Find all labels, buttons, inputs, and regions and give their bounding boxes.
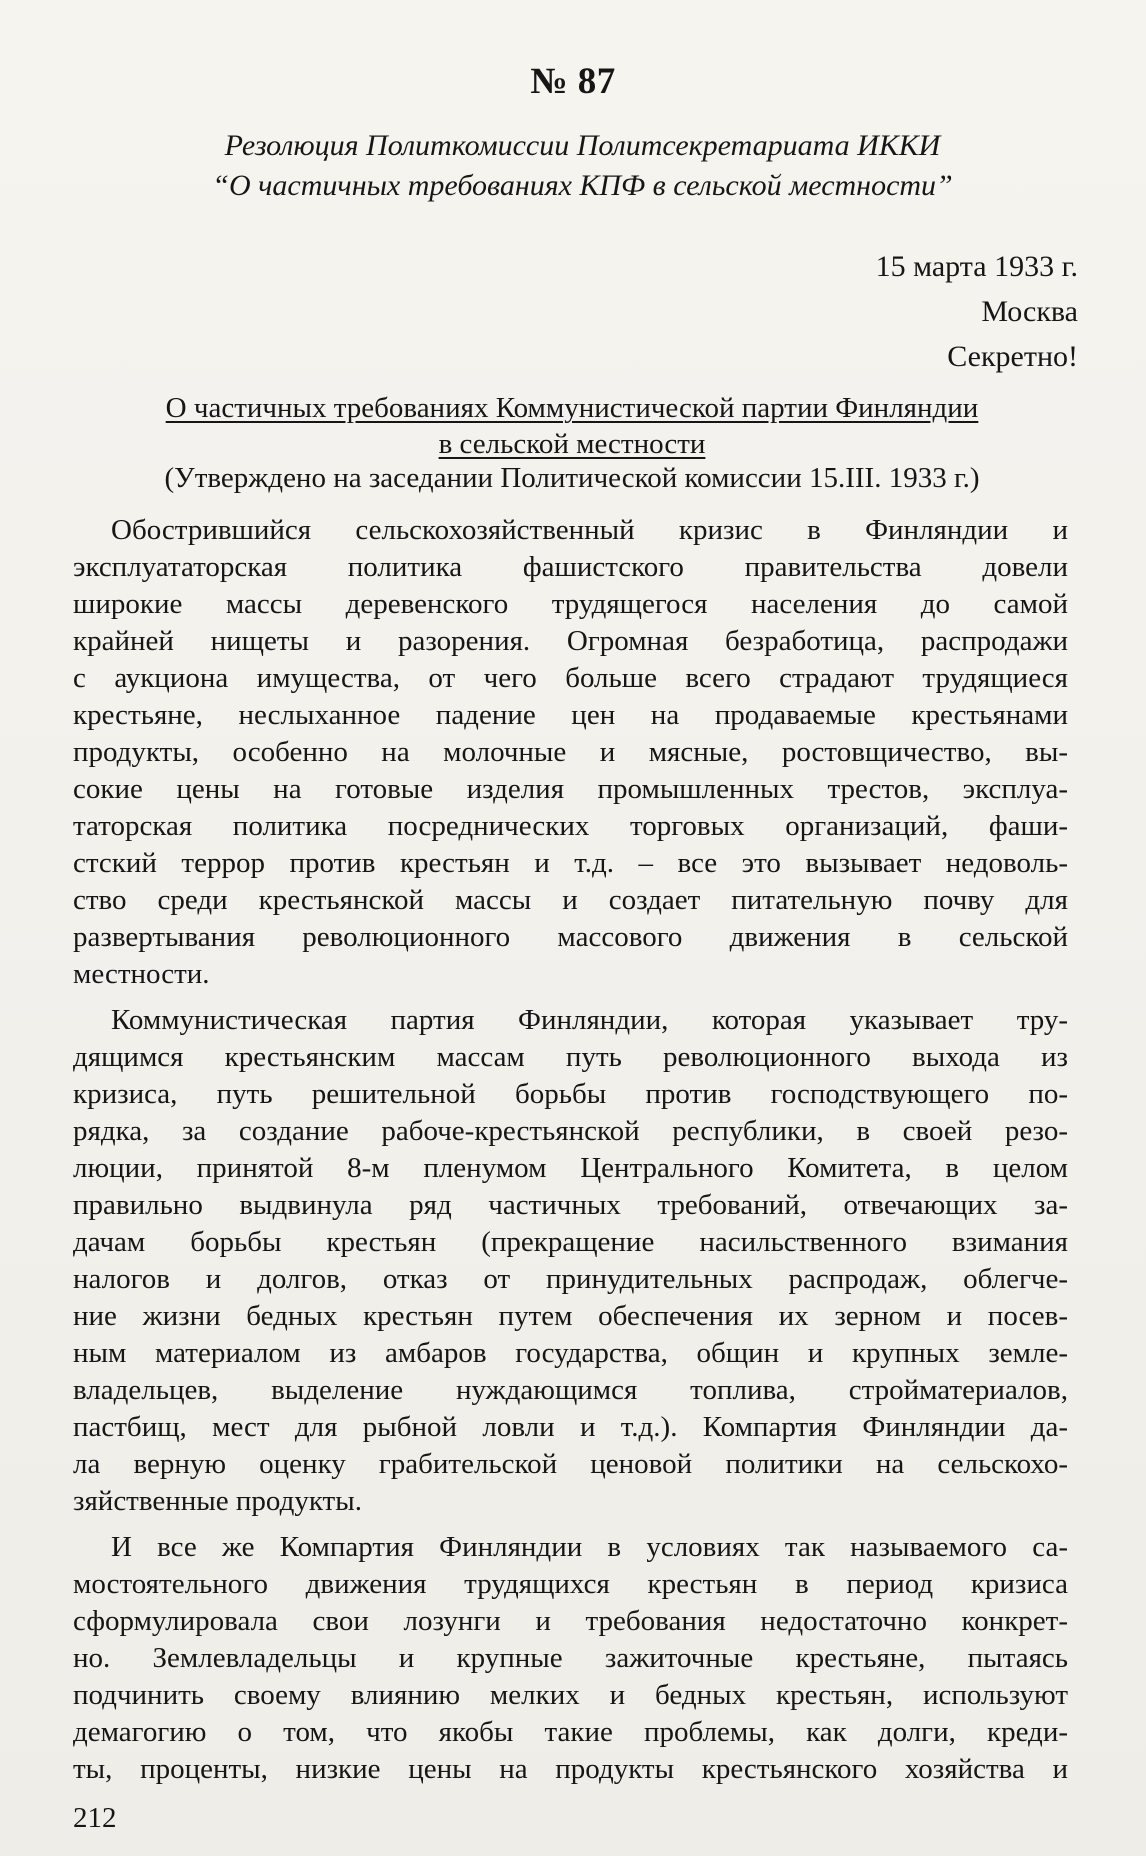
paragraph bbox=[73, 512, 1068, 993]
paragraph-gap bbox=[73, 1520, 1068, 1529]
paragraph bbox=[73, 1529, 1068, 1788]
document-city: Москва bbox=[981, 295, 1078, 328]
text-line: люции, принятой 8-м пленумом Центрального Комитета, в целом bbox=[73, 1152, 1068, 1184]
text-line: с аукциона имущества, от чего больше всего страдают трудящиеся bbox=[73, 662, 1068, 694]
text-line: И все же Компартия Финляндии в условиях так называемого са- bbox=[111, 1531, 1068, 1563]
text-line: кризиса, путь решительной борьбы против господствующего по- bbox=[73, 1078, 1068, 1110]
page-number: 212 bbox=[73, 1802, 117, 1834]
body-text bbox=[73, 512, 1068, 1788]
text-line: дачам борьбы крестьян (прекращение насильственного взимания bbox=[73, 1226, 1068, 1258]
text-line: развертывания революционного массового движения в сельской bbox=[73, 921, 1068, 953]
text-line: ние жизни бедных крестьян путем обеспечения их зерном и посев- bbox=[73, 1300, 1068, 1332]
document-date: 15 марта 1933 г. bbox=[875, 250, 1078, 283]
heading-line: О частичных требованиях Коммунистической партии Финляндии bbox=[165, 392, 979, 424]
text-line: зяйственные продукты. bbox=[73, 1485, 362, 1517]
text-line: ство среди крестьянской массы и создает питательную почву для bbox=[73, 884, 1068, 916]
text-line: широкие массы деревенского трудящегося населения до самой bbox=[73, 588, 1068, 620]
approval-note: (Утверждено на заседании Политической комиссии 15.III. 1933 г.) bbox=[164, 462, 980, 494]
text-line: правильно выдвинула ряд частичных требований, отвечающих за- bbox=[73, 1189, 1068, 1221]
text-line: сформулировала свои лозунги и требования недостаточно конкрет- bbox=[73, 1605, 1068, 1637]
text-line: крайней нищеты и разорения. Огромная безработица, распродажи bbox=[73, 625, 1068, 657]
title-line: Резолюция Политкомиссии Политсекретариата ИККИ bbox=[224, 129, 941, 162]
text-line: таторская политика посреднических торговых организаций, фаши- bbox=[73, 810, 1068, 842]
text-line: продукты, особенно на молочные и мясные, ростовщичество, вы- bbox=[73, 736, 1068, 768]
text-line: владельцев, выделение нуждающимся топлива, стройматериалов, bbox=[73, 1374, 1068, 1406]
heading-line: в сельской местности bbox=[438, 428, 706, 460]
text-line: налогов и долгов, отказ от принудительных распродаж, облегче- bbox=[73, 1263, 1068, 1295]
text-line: пастбищ, мест для рыбной ловли и т.д.). Компартия Финляндии да- bbox=[73, 1411, 1068, 1443]
text-line: дящимся крестьянским массам путь революционного выхода из bbox=[73, 1041, 1068, 1073]
text-line: подчинить своему влиянию мелких и бедных крестьян, используют bbox=[73, 1679, 1068, 1711]
section-heading bbox=[78, 390, 1066, 462]
text-line: демагогию о том, что якобы такие проблемы, как долги, креди- bbox=[73, 1716, 1068, 1748]
text-line: местности. bbox=[73, 958, 210, 990]
paragraph-gap bbox=[73, 993, 1068, 1002]
text-line: ла верную оценку грабительской ценовой политики на сельскохо- bbox=[73, 1448, 1068, 1480]
text-line: ным материалом из амбаров государства, общин и крупных земле- bbox=[73, 1337, 1068, 1369]
text-line: Обострившийся сельскохозяйственный кризис в Финляндии и bbox=[111, 514, 1068, 546]
text-line: сокие цены на готовые изделия промышленных трестов, эксплуа- bbox=[73, 773, 1068, 805]
text-line: но. Землевладельцы и крупные зажиточные крестьяне, пытаясь bbox=[73, 1642, 1068, 1674]
text-line: крестьяне, неслыханное падение цен на продаваемые крестьянами bbox=[73, 699, 1068, 731]
paragraph bbox=[73, 1002, 1068, 1520]
text-line: эксплуататорская политика фашистского правительства довели bbox=[73, 551, 1068, 583]
document-title bbox=[100, 126, 1065, 206]
text-line: ты, проценты, низкие цены на продукты крестьянского хозяйства и bbox=[73, 1753, 1068, 1785]
text-line: рядка, за создание рабоче-крестьянской республики, в своей резо- bbox=[73, 1115, 1068, 1147]
text-line: Коммунистическая партия Финляндии, которая указывает тру- bbox=[111, 1004, 1068, 1036]
text-line: стский террор против крестьян и т.д. – все это вызывает недоволь- bbox=[73, 847, 1068, 879]
text-line: мостоятельного движения трудящихся крестьян в период кризиса bbox=[73, 1568, 1068, 1600]
document-number: № 87 bbox=[530, 61, 616, 102]
title-line: “О частичных требованиях КПФ в сельской местности” bbox=[212, 169, 953, 202]
classification-mark: Секретно! bbox=[947, 340, 1078, 373]
